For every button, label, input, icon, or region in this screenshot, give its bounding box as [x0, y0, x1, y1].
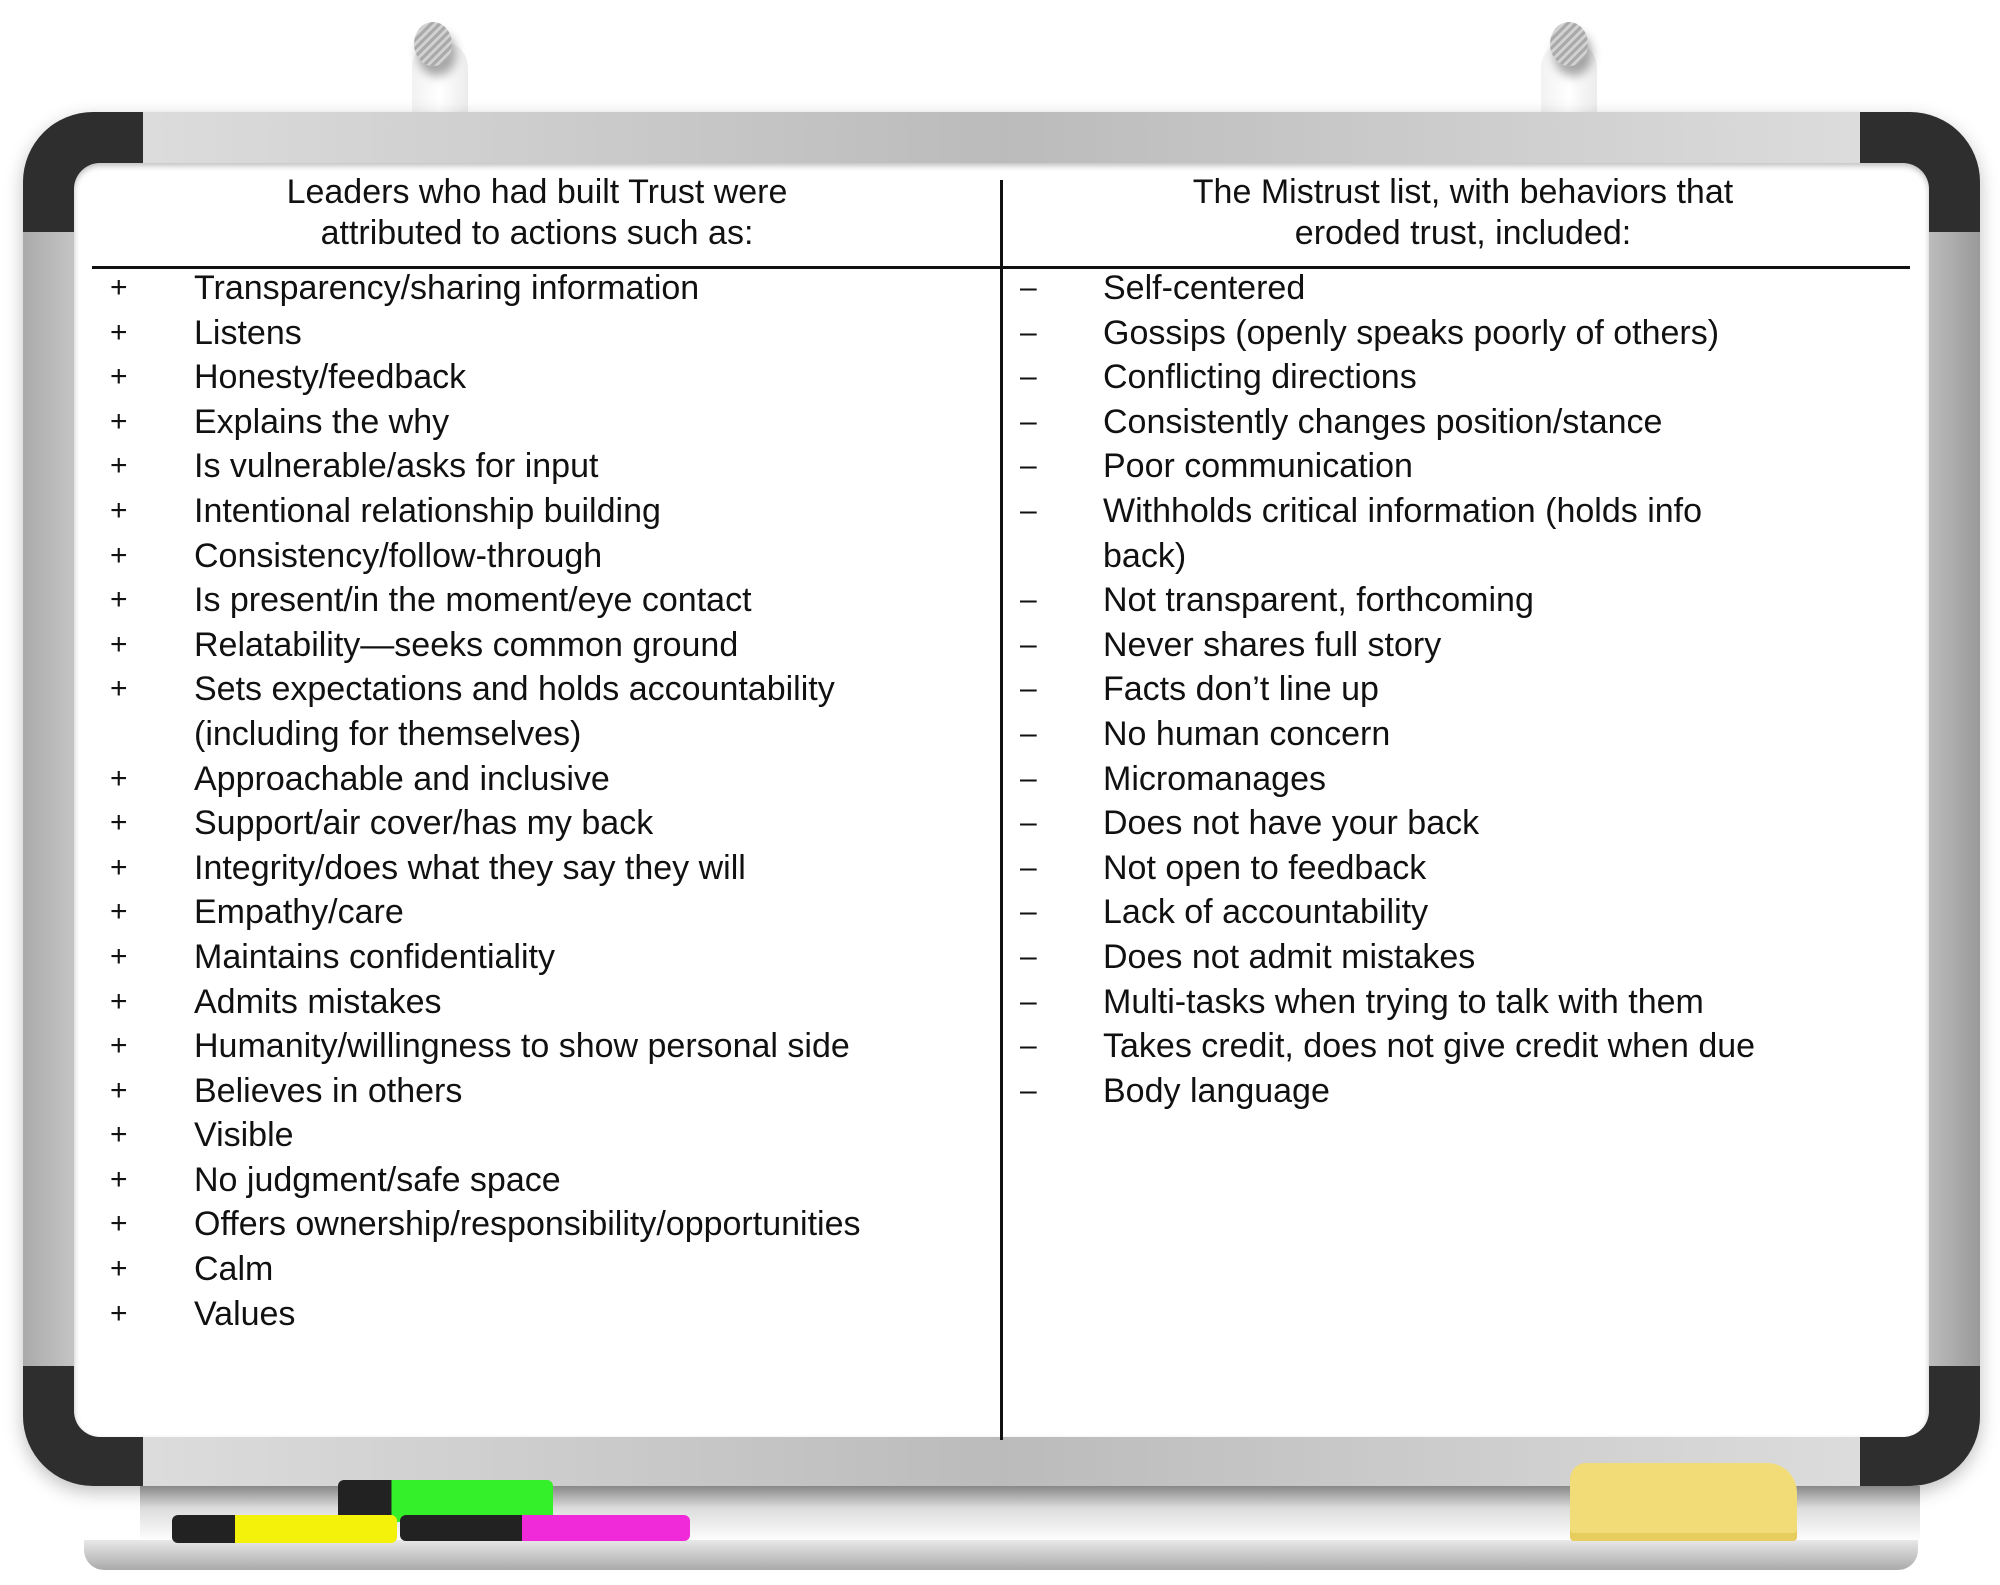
- plus-icon: +: [110, 939, 128, 973]
- list-item-text: Does not admit mistakes: [1103, 937, 1476, 976]
- list-item: [110, 980, 861, 1025]
- list-item: [1020, 623, 1755, 668]
- list-item-text: Consistency/follow-through: [194, 536, 603, 575]
- minus-icon: –: [1020, 449, 1037, 483]
- list-item: [1020, 935, 1755, 980]
- list-item-text: Lack of accountability: [1103, 893, 1429, 932]
- eraser: [1570, 1463, 1797, 1541]
- plus-icon: +: [110, 538, 128, 572]
- column-divider: [1000, 180, 1003, 1440]
- plus-icon: +: [110, 984, 128, 1018]
- list-item-text: Admits mistakes: [194, 982, 442, 1021]
- list-item-text: Conflicting directions: [1103, 358, 1417, 397]
- plus-icon: +: [110, 271, 128, 304]
- list-item-text: Values: [194, 1294, 296, 1333]
- list-item-text: Empathy/care: [194, 893, 404, 932]
- list-item: [110, 1202, 861, 1247]
- list-item: [110, 1024, 861, 1069]
- mistrust-list: [1020, 266, 1755, 1113]
- list-item: [110, 489, 861, 534]
- plus-icon: +: [110, 627, 128, 661]
- minus-icon: –: [1020, 583, 1037, 617]
- list-item: [1020, 1069, 1755, 1114]
- list-item-text: Integrity/does what they say they will: [194, 848, 746, 887]
- list-item-text: Is present/in the moment/eye contact: [194, 581, 752, 620]
- list-item: [1020, 400, 1755, 445]
- plus-icon: +: [110, 1118, 128, 1152]
- list-item-text: Not transparent, forthcoming: [1103, 581, 1534, 620]
- list-item: [1020, 667, 1755, 712]
- list-item: [1020, 444, 1755, 489]
- minus-icon: –: [1020, 493, 1037, 527]
- plus-icon: +: [110, 1207, 128, 1241]
- list-item-text: Explains the why: [194, 402, 450, 441]
- list-item-text: Maintains confidentiality: [194, 937, 555, 976]
- list-item-text: Transparency/sharing information: [194, 269, 700, 307]
- magenta-marker: [400, 1515, 690, 1541]
- plus-icon: +: [110, 583, 128, 617]
- list-item-text: Honesty/feedback: [194, 358, 467, 397]
- plus-icon: +: [110, 1073, 128, 1107]
- minus-icon: –: [1020, 761, 1037, 795]
- list-item-text: Approachable and inclusive: [194, 759, 610, 798]
- list-item: [110, 890, 861, 935]
- minus-icon: –: [1020, 315, 1037, 349]
- list-item-text: Support/air cover/has my back: [194, 804, 654, 843]
- list-item: [110, 1292, 861, 1337]
- list-item: [110, 400, 861, 445]
- list-item: [110, 757, 861, 802]
- yellow-marker: [172, 1515, 397, 1543]
- list-item-text: Relatability—seeks common ground: [194, 625, 739, 664]
- list-item-text: Multi-tasks when trying to talk with them: [1103, 982, 1704, 1021]
- list-item-text: Sets expectations and holds accountability (including for themselves): [194, 670, 835, 753]
- list-item-text: Takes credit, does not give credit when due: [1103, 1027, 1756, 1066]
- list-item: [110, 311, 861, 356]
- plus-icon: +: [110, 315, 128, 349]
- marker-tray-lip: [84, 1540, 1918, 1570]
- plus-icon: +: [110, 850, 128, 884]
- list-item-text: Consistently changes position/stance: [1103, 402, 1663, 441]
- plus-icon: +: [110, 895, 128, 929]
- list-item: [110, 1069, 861, 1114]
- list-item: [1020, 846, 1755, 891]
- list-item-text: No human concern: [1103, 714, 1391, 753]
- plus-icon: +: [110, 1252, 128, 1286]
- list-item-text: Is vulnerable/asks for input: [194, 447, 599, 486]
- list-item: [1020, 578, 1755, 623]
- list-item: [1020, 1024, 1755, 1069]
- list-item-text: Offers ownership/responsibility/opportunities: [194, 1205, 861, 1244]
- list-item: [1020, 801, 1755, 846]
- list-item: [1020, 355, 1755, 400]
- list-item-text: Body language: [1103, 1071, 1330, 1110]
- plus-icon: +: [110, 493, 128, 527]
- list-item-text: Never shares full story: [1103, 625, 1442, 664]
- minus-icon: –: [1020, 271, 1037, 304]
- list-item: [110, 534, 861, 579]
- list-item: [110, 266, 861, 311]
- trust-column-header: Leaders who had built Trust were attributed to actions such as:: [286, 173, 788, 252]
- wall-pin-left-icon: [414, 22, 452, 66]
- list-item-text: Gossips (openly speaks poorly of others): [1103, 313, 1720, 352]
- minus-icon: –: [1020, 627, 1037, 661]
- minus-icon: –: [1020, 1073, 1037, 1107]
- list-item-text: Calm: [194, 1250, 274, 1289]
- plus-icon: +: [110, 1296, 128, 1330]
- list-item-text: Listens: [194, 313, 302, 352]
- plus-icon: +: [110, 404, 128, 438]
- list-item-text: Withholds critical information (holds info back): [1103, 491, 1703, 575]
- list-item: [110, 846, 861, 891]
- minus-icon: –: [1020, 716, 1037, 750]
- mistrust-column-header: The Mistrust list, with behaviors that eroded trust, included:: [1192, 173, 1734, 252]
- plus-icon: +: [110, 1029, 128, 1063]
- minus-icon: –: [1020, 404, 1037, 438]
- list-item: [1020, 890, 1755, 935]
- list-item-text: Intentional relationship building: [194, 491, 661, 530]
- wall-pin-right-icon: [1550, 22, 1588, 66]
- list-item: [1020, 311, 1755, 356]
- minus-icon: –: [1020, 1029, 1037, 1063]
- list-item: [110, 935, 861, 980]
- list-item-text: Humanity/willingness to show personal side: [194, 1027, 850, 1066]
- list-item-text: Does not have your back: [1103, 804, 1480, 843]
- list-item: [110, 801, 861, 846]
- list-item-text: Not open to feedback: [1103, 848, 1427, 887]
- plus-icon: +: [110, 672, 128, 706]
- minus-icon: –: [1020, 895, 1037, 929]
- plus-icon: +: [110, 761, 128, 795]
- minus-icon: –: [1020, 360, 1037, 394]
- list-item: [110, 667, 861, 756]
- list-item: [110, 623, 861, 668]
- list-item: [110, 578, 861, 623]
- plus-icon: +: [110, 360, 128, 394]
- list-item: [1020, 757, 1755, 802]
- list-item-text: Visible: [194, 1116, 294, 1155]
- minus-icon: –: [1020, 939, 1037, 973]
- plus-icon: +: [110, 806, 128, 840]
- list-item: [110, 1113, 861, 1158]
- plus-icon: +: [110, 449, 128, 483]
- minus-icon: –: [1020, 806, 1037, 840]
- list-item: [1020, 980, 1755, 1025]
- list-item: [110, 1158, 861, 1203]
- list-item-text: Micromanages: [1103, 759, 1326, 798]
- minus-icon: –: [1020, 984, 1037, 1018]
- list-item: [110, 1247, 861, 1292]
- list-item: [1020, 712, 1755, 757]
- list-item-text: No judgment/safe space: [194, 1160, 561, 1199]
- list-item-text: Facts don’t line up: [1103, 670, 1379, 709]
- list-item: [110, 355, 861, 400]
- minus-icon: –: [1020, 672, 1037, 706]
- list-item: [1020, 266, 1755, 311]
- minus-icon: –: [1020, 850, 1037, 884]
- list-item-text: Poor communication: [1103, 447, 1413, 486]
- list-item: [1020, 489, 1755, 578]
- plus-icon: +: [110, 1162, 128, 1196]
- list-item-text: Self-centered: [1103, 269, 1306, 307]
- trust-list: [110, 266, 861, 1336]
- list-item-text: Believes in others: [194, 1071, 463, 1110]
- list-item: [110, 444, 861, 489]
